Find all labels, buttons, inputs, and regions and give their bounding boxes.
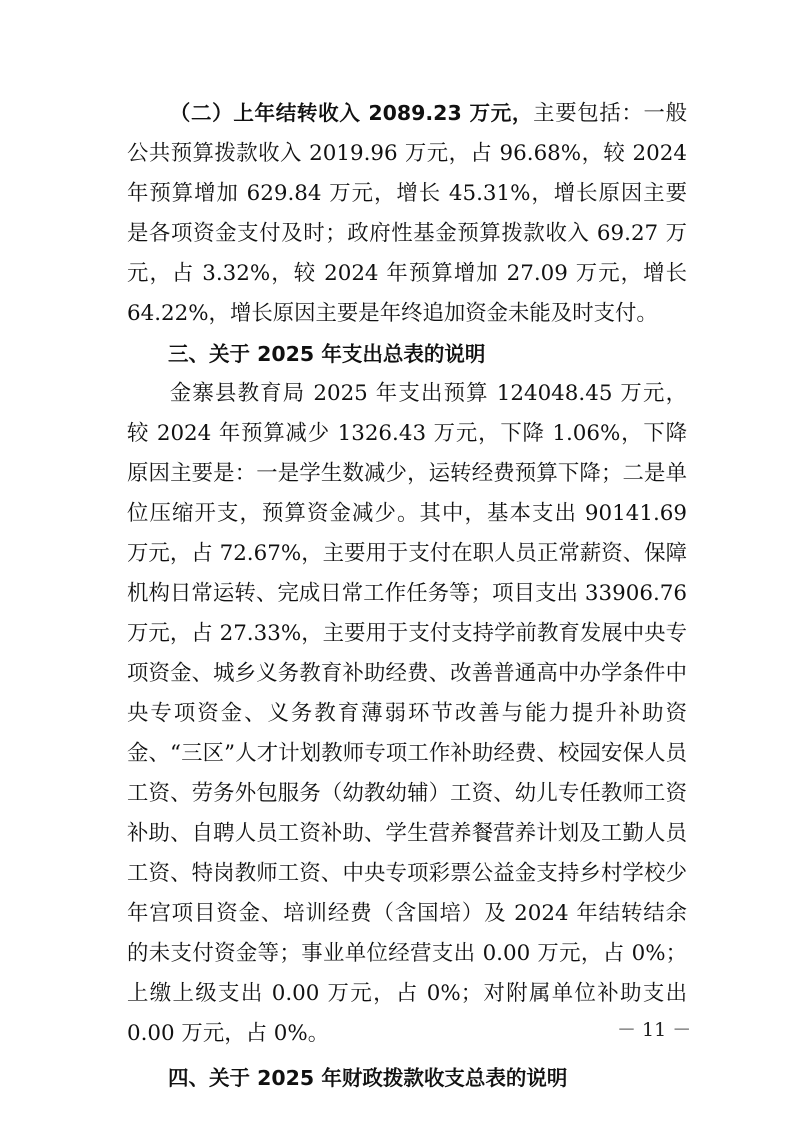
body-text bbox=[127, 93, 687, 1098]
section-heading-expenditure: 三、关于 2025 年支出总表的说明 bbox=[168, 342, 486, 366]
paragraph-carryover-income bbox=[127, 93, 687, 334]
paragraph-text: 主要包括：一般公共预算拨款收入 2019.96 万元，占 96.68%，较 2024 年预算增加 629.84 万元，增长 45.31%，增长原因主要是各项资金支付及时；政府性基金预算拨款收入 69.27 万元，占 3.32%，较 2024 年预算增加 27.09 万元，增长 64.22%，增长原因主要是年终追加资金未能及时支付。 bbox=[127, 101, 687, 326]
paragraph-lead: （二）上年结转收入 2089.23 万元， bbox=[169, 101, 534, 125]
paragraph-expenditure: 金寨县教育局 2025 年支出预算 124048.45 万元，较 2024 年预算减少 1326.43 万元，下降 1.06%，下降原因主要是：一是学生数减少，运转经费预算下降；二是单位压缩开支，预算资金减少。其中，基本支出 90141.69 万元，占 72.67%，主要用于支付在职人员正常薪资、保障机构日常运转、完成日常工作任务等；项目支出 33906.76 万元，占 27.33%，主要用于支付支持学前教育发展中央专项资金、城乡义务教育补助经费、改善普通高中办学条件中央专项资金、义务教育薄弱环节改善与能力提升补助资金、“三区”人才计划教师专项工作补助经费、校园安保人员工资、劳务外包服务（幼教幼辅）工资、幼儿专任教师工资补助、自聘人员工资补助、学生营养餐营养计划及工勤人员工资、特岗教师工资、中央专项彩票公益金支持乡村学校少年宫项目资金、培训经费（含国培）及 2024 年结转结余的未支付资金等；事业单位经营支出 0.00 万元，占 0%；上缴上级支出 0.00 万元，占 0%；对附属单位补助支出 0.00 万元，占 0%。 bbox=[127, 381, 687, 1046]
section-heading-fiscal: 四、关于 2025 年财政拨款收支总表的说明 bbox=[168, 1066, 568, 1090]
page-number: － 11 － bbox=[617, 1019, 692, 1041]
